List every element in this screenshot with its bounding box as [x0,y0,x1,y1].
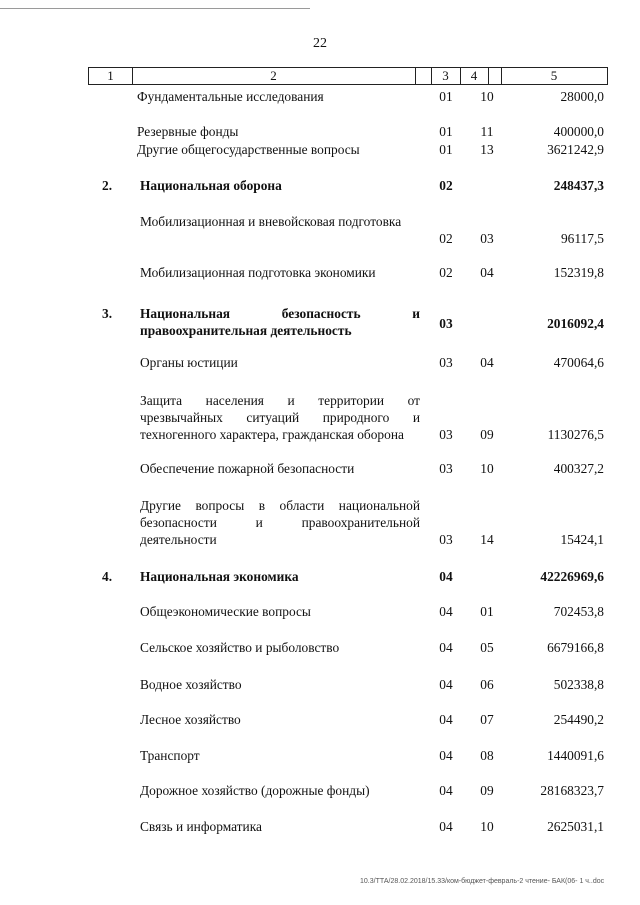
subsection-code: 10 [480,89,494,104]
page-number: 22 [313,36,327,51]
subsection-code: 03 [480,231,494,246]
amount-value: 28168323,7 [540,783,604,798]
subsection-code: 04 [480,265,494,280]
section-number: 4. [102,569,113,584]
amount-value: 1130276,5 [547,427,604,442]
item-name: Другие общегосударственные вопросы [137,142,360,157]
item-name: Национальная экономика [140,569,299,584]
subsection-code: 14 [480,532,494,547]
subsection-code: 09 [480,783,494,798]
amount-value: 152319,8 [553,265,604,280]
header-col-5: 5 [550,68,558,83]
section-code: 02 [439,265,453,280]
header-col-4: 4 [470,68,478,83]
amount-value: 42226969,6 [540,569,604,584]
subsection-code: 11 [480,124,494,139]
header-col-2: 2 [270,68,277,83]
item-name: Связь и информатика [140,819,262,834]
amount-value: 470064,6 [553,355,604,370]
item-name: Другие вопросы в области национальной безопасности и правоохранительной деятельности [140,498,420,547]
section-code: 01 [439,89,453,104]
section-code: 02 [439,178,453,193]
subsection-code: 05 [480,640,494,655]
section-code: 04 [439,712,453,727]
section-code: 04 [439,604,453,619]
amount-value: 400327,2 [553,461,604,476]
header-col-3: 3 [442,68,449,83]
item-name: Лесное хозяйство [140,712,241,727]
table-header [88,67,608,85]
section-code: 03 [439,355,453,370]
document-footer: 10.3/ТТА/28.02.2018/15.33/ком-бюджет-февраль-2 чтение- БАК(06- 1 ч..doc [360,878,605,885]
item-name: Дорожное хозяйство (дорожные фонды) [140,783,370,798]
subsection-code: 08 [480,748,494,763]
section-code: 04 [439,569,453,584]
item-name: Национальная оборона [140,178,282,193]
header-col-1: 1 [107,68,114,83]
subsection-code: 07 [480,712,494,727]
section-code: 04 [439,677,453,692]
amount-value: 3621242,9 [547,142,604,157]
subsection-code: 10 [480,819,494,834]
section-code: 01 [439,124,453,139]
item-name: Фундаментальные исследования [137,89,324,104]
amount-value: 6679166,8 [547,640,604,655]
section-code: 01 [439,142,453,157]
item-name: Органы юстиции [140,355,238,370]
amount-value: 96117,5 [560,231,604,246]
amount-value: 254490,2 [553,712,604,727]
section-code: 03 [439,316,453,331]
amount-value: 248437,3 [553,178,604,193]
item-name: Сельское хозяйство и рыболовство [140,640,340,655]
subsection-code: 04 [480,355,494,370]
subsection-code: 10 [480,461,494,476]
section-code: 03 [439,532,453,547]
section-code: 04 [439,783,453,798]
section-code: 04 [439,819,453,834]
item-name: Водное хозяйство [140,677,242,692]
amount-value: 702453,8 [553,604,604,619]
item-name: Национальная безопасность и правоохранительная деятельность [140,306,420,338]
item-name: Обеспечение пожарной безопасности [140,461,355,476]
item-name: Мобилизационная подготовка экономики [140,265,376,280]
subsection-code: 01 [480,604,494,619]
amount-value: 2016092,4 [547,316,604,331]
subsection-code: 06 [480,677,494,692]
subsection-code: 09 [480,427,494,442]
section-code: 02 [439,231,453,246]
section-code: 03 [439,461,453,476]
item-name: Общеэкономические вопросы [140,604,311,619]
amount-value: 2625031,1 [547,819,604,834]
amount-value: 28000,0 [560,89,604,104]
section-code: 04 [439,640,453,655]
section-number: 3. [102,306,113,321]
amount-value: 1440091,6 [547,748,604,763]
section-code: 04 [439,748,453,763]
item-name: Мобилизационная и вневойсковая подготовка [140,214,402,229]
item-name: Транспорт [140,748,200,763]
amount-value: 15424,1 [560,532,604,547]
amount-value: 400000,0 [553,124,604,139]
item-name: Защита населения и территории от чрезвычайных ситуаций природного и техногенного характера, гражданская оборона [140,393,420,442]
item-name: Резервные фонды [137,124,239,139]
amount-value: 502338,8 [553,677,604,692]
subsection-code: 13 [480,142,494,157]
section-code: 03 [439,427,453,442]
scan-edge-line [0,8,310,9]
section-number: 2. [102,178,113,193]
